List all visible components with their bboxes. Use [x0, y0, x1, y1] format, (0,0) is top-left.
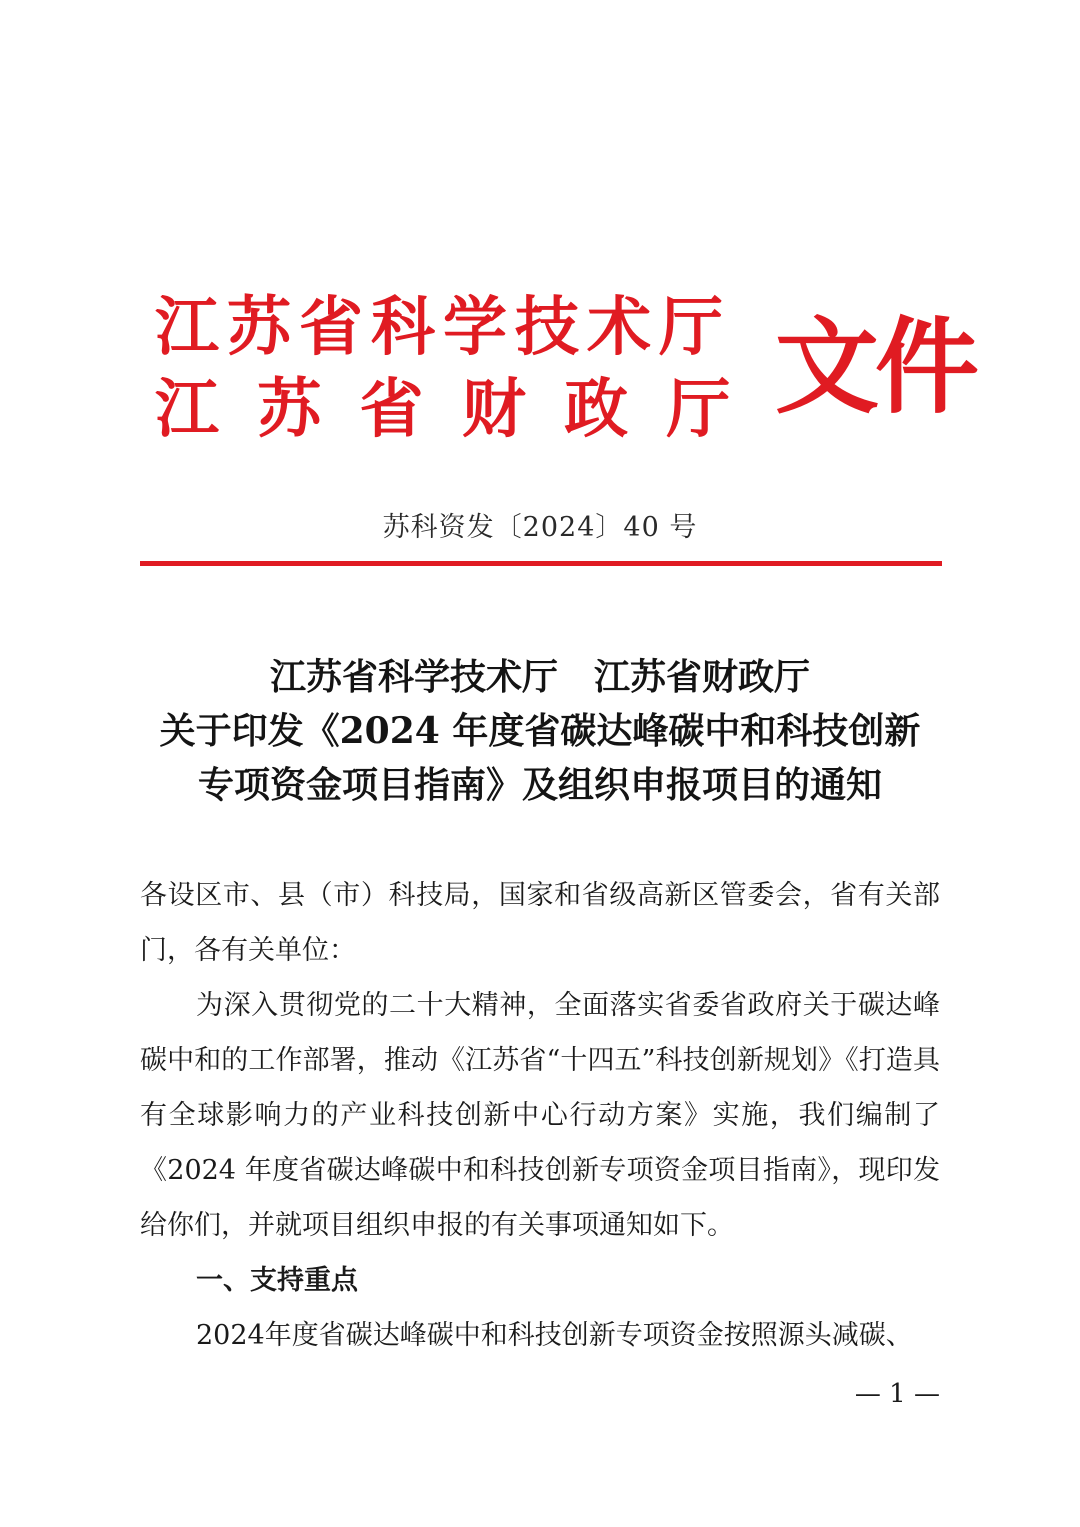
issuing-org-finance: 江 苏 省 财 政 厅: [155, 373, 739, 447]
addressee: 各设区市、县（市）科技局，国家和省级高新区管委会，省有关部门，各有关单位：: [140, 880, 940, 966]
page-number: — 1 —: [854, 1379, 940, 1409]
section-heading: 一、支持重点: [196, 1265, 358, 1296]
document-title: [0, 650, 1080, 812]
masthead: [155, 291, 976, 452]
issuing-org-science-tech: 江苏省科学技术厅: [155, 291, 731, 365]
document-body: [140, 868, 940, 1363]
title-line-1: 江苏省科学技术厅 江苏省财政厅: [269, 656, 810, 698]
body-paragraph: 2024年度省碳达峰碳中和科技创新专项资金按照源头减碳、: [196, 1320, 913, 1351]
masthead-document-label: 文件: [775, 306, 976, 428]
red-divider-line: [140, 561, 942, 566]
body-paragraph: 为深入贯彻党的二十大精神，全面落实省委省政府关于碳达峰碳中和的工作部署，推动《江苏省“十四五”科技创新规划》《打造具有全球影响力的产业科技创新中心行动方案》实施，我们编制了《2024 年度省碳达峰碳中和科技创新专项资金项目指南》，现印发给你们，并就项目组织申报的有关事项通知如下。: [140, 990, 940, 1241]
title-line-2: 关于印发《2024 年度省碳达峰碳中和科技创新: [159, 710, 921, 752]
title-line-3: 专项资金项目指南》及组织申报项目的通知: [197, 764, 882, 806]
document-number: 苏科资发〔2024〕40 号: [382, 512, 698, 543]
